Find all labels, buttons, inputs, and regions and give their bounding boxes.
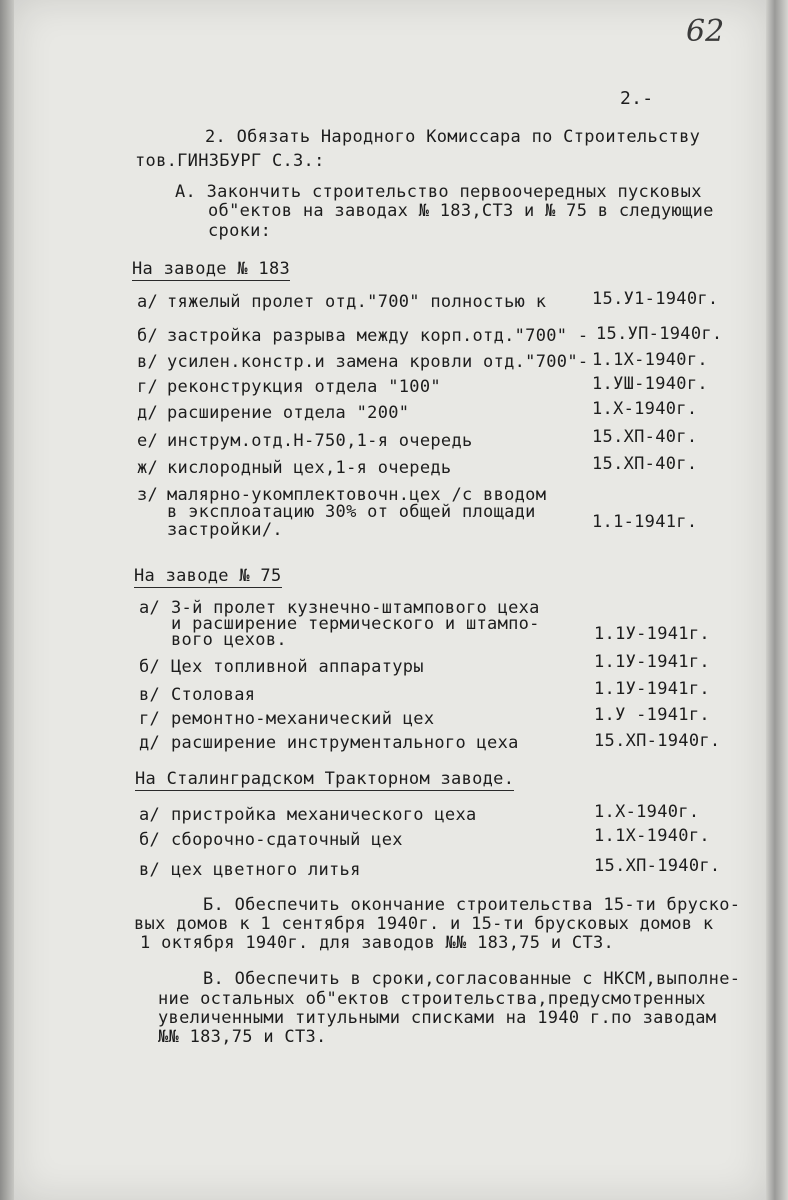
section-v-line-3: увеличенными титульными списками на 1940 г.по заводам bbox=[158, 1008, 717, 1028]
item-text: расширение инструментального цеха bbox=[171, 733, 519, 753]
item-date: 1.1У-1941г. bbox=[594, 624, 710, 644]
item-label: ж/ bbox=[137, 458, 159, 478]
item-text: цех цветного литья bbox=[171, 860, 361, 880]
intro-line-1: 2. Обязать Народного Комиссара по Строительству bbox=[205, 127, 701, 147]
item-date: 1.1У-1941г. bbox=[594, 652, 710, 672]
item-label: г/ bbox=[139, 709, 161, 729]
item-label: б/ bbox=[139, 657, 161, 677]
item-text: 3-й пролет кузнечно-штампового цеха bbox=[171, 598, 540, 618]
section-a-line-2: об"ектов на заводах № 183,СТЗ и № 75 в следующие bbox=[208, 201, 714, 221]
page-number: 2.- bbox=[620, 88, 654, 109]
item-label: б/ bbox=[139, 830, 161, 850]
intro-line-2: тов.ГИНЗБУРГ С.З.: bbox=[135, 151, 325, 171]
item-text-continued: застройки/. bbox=[167, 520, 283, 540]
item-label: б/ bbox=[137, 326, 159, 346]
item-text: сборочно-сдаточный цех bbox=[171, 830, 403, 850]
item-date: 1.Х-1940г. bbox=[592, 399, 698, 419]
item-text: инструм.отд.Н-750,1-я очередь bbox=[167, 431, 473, 451]
item-label: а/ bbox=[139, 805, 161, 825]
item-text-continued: вого цехов. bbox=[171, 630, 287, 650]
item-label: г/ bbox=[137, 377, 159, 397]
item-date: 1.Х-1940г. bbox=[594, 802, 700, 822]
section-b-line-1: Б. Обеспечить окончание строительства 15-ти бруско- bbox=[203, 895, 741, 915]
item-date: 1.1Х-1940г. bbox=[592, 350, 708, 370]
item-label: д/ bbox=[137, 403, 159, 423]
section-v-line-1: В. Обеспечить в сроки,согласованные с НКСМ,выполне- bbox=[203, 969, 741, 989]
plant-stz-heading: На Сталинградском Тракторном заводе. bbox=[135, 769, 515, 789]
item-label: д/ bbox=[139, 733, 161, 753]
plant-183-heading: На заводе № 183 bbox=[132, 259, 291, 279]
item-text: тяжелый пролет отд."700" полностью к bbox=[167, 292, 547, 312]
item-text-continued: и расширение термического и штампо- bbox=[171, 614, 540, 634]
item-text: Цех топливной аппаратуры bbox=[171, 657, 424, 677]
item-text: ремонтно-механический цех bbox=[171, 709, 435, 729]
item-label: а/ bbox=[139, 598, 161, 618]
item-date: 15.ХП-40г. bbox=[592, 454, 698, 474]
item-label: в/ bbox=[139, 685, 161, 705]
item-date: 15.УП-1940г. bbox=[596, 324, 723, 344]
item-label: в/ bbox=[139, 860, 161, 880]
item-date: 1.1-1941г. bbox=[592, 512, 698, 532]
item-date: 1.У -1941г. bbox=[594, 705, 710, 725]
folio-number: 62 bbox=[686, 14, 725, 49]
item-date: 1.1Х-1940г. bbox=[594, 826, 710, 846]
item-text: реконструкция отдела "100" bbox=[167, 377, 441, 397]
item-label: а/ bbox=[137, 292, 159, 312]
item-text: пристройка механического цеха bbox=[171, 805, 477, 825]
item-text: усилен.констр.и замена кровли отд."700"- bbox=[167, 352, 589, 372]
item-text-continued: в эксплоатацию 30% от общей площади bbox=[167, 502, 536, 522]
item-date: 15.ХП-40г. bbox=[592, 427, 698, 447]
item-text: Столовая bbox=[171, 685, 256, 705]
scan-right-edge bbox=[766, 0, 788, 1200]
item-date: 15.ХП-1940г. bbox=[594, 856, 721, 876]
section-a-line-1: А. Закончить строительство первоочередных пусковых bbox=[175, 182, 702, 202]
section-b-line-2: вых домов к 1 сентября 1940г. и 15-ти брусковых домов к bbox=[134, 914, 714, 934]
item-date: 15.У1-1940г. bbox=[592, 289, 719, 309]
plant-75-heading: На заводе № 75 bbox=[134, 566, 282, 586]
item-date: 15.ХП-1940г. bbox=[594, 731, 721, 751]
section-v-line-2: ние остальных об"ектов строительства,предусмотренных bbox=[158, 989, 706, 1009]
item-text: малярно-укомплектовочн.цех /с вводом bbox=[167, 485, 547, 505]
item-text: расширение отдела "200" bbox=[167, 403, 410, 423]
item-label: в/ bbox=[137, 352, 159, 372]
item-text: застройка разрыва между корп.отд."700" - bbox=[167, 326, 589, 346]
scan-left-edge bbox=[0, 0, 14, 1200]
item-label: з/ bbox=[137, 485, 159, 505]
section-b-line-3: 1 октября 1940г. для заводов №№ 183,75 и СТЗ. bbox=[140, 933, 615, 953]
item-label: е/ bbox=[137, 431, 159, 451]
item-date: 1.УШ-1940г. bbox=[592, 374, 708, 394]
section-v-line-4: №№ 183,75 и СТЗ. bbox=[158, 1027, 327, 1047]
item-text: кислородный цех,1-я очередь bbox=[167, 458, 452, 478]
section-a-line-3: сроки: bbox=[208, 221, 272, 241]
item-date: 1.1У-1941г. bbox=[594, 679, 710, 699]
